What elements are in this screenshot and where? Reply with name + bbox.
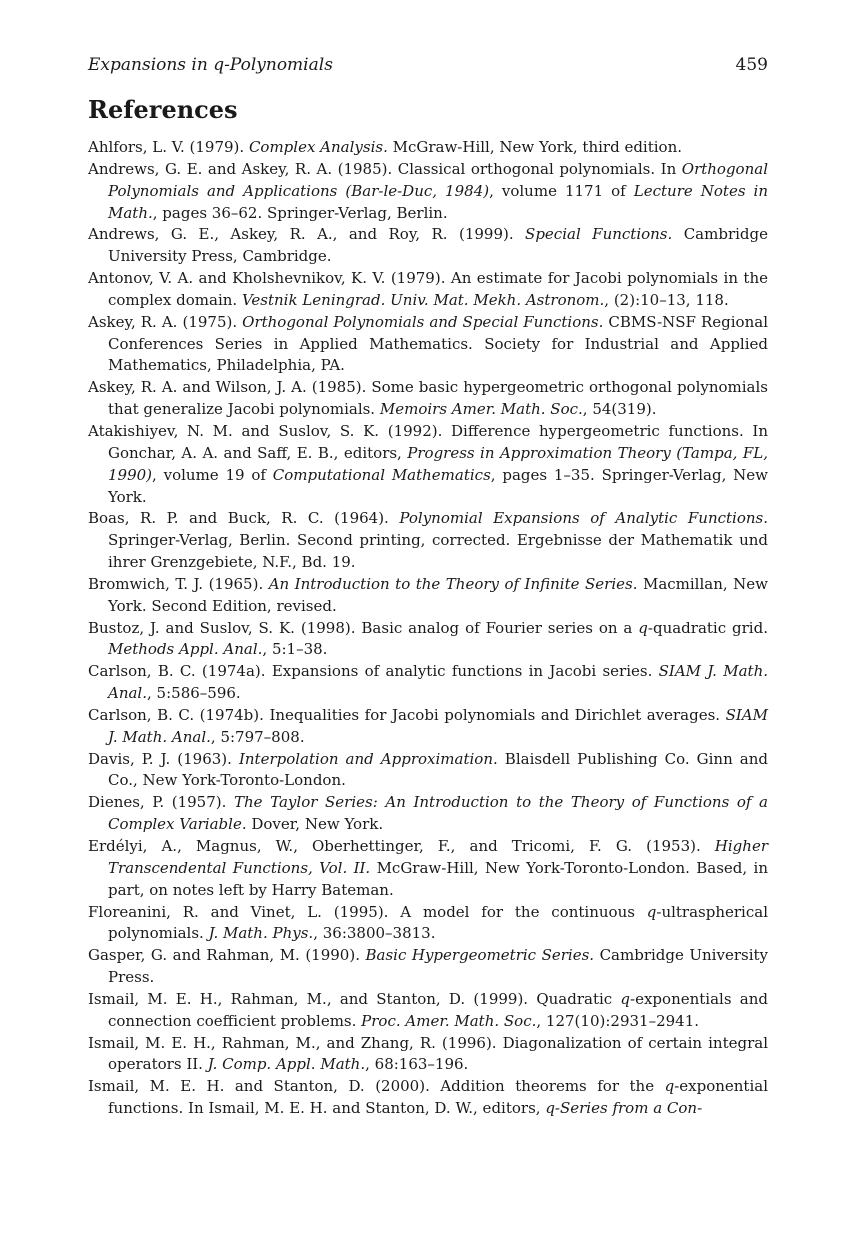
reference-italic-text: q xyxy=(664,1077,675,1096)
reference-italic-text: Memoirs Amer. Math. Soc. xyxy=(379,400,583,419)
reference-text: -exponential functions. In Ismail, M. E. H. and Stanton, D. W., editors, xyxy=(108,1077,768,1118)
reference-text: Erdélyi, A., Magnus, W., Oberhettinger, F., and Tricomi, F. G. (1953). xyxy=(88,837,715,855)
reference-text: McGraw-Hill, New York, third edition. xyxy=(387,138,683,156)
running-title: Expansions in q-Polynomials xyxy=(88,55,333,75)
reference-italic-text: q xyxy=(620,989,631,1008)
reference-italic-text: Vestnik Leningrad. Univ. Mat. Mekh. Astronom. xyxy=(241,290,605,309)
reference-entry xyxy=(88,749,768,793)
reference-text: Ahlfors, L. V. (1979). xyxy=(88,138,249,156)
reference-text: McGraw-Hill, New York-Toronto-London. Based, in part, on notes left by Harry Bateman. xyxy=(108,858,768,899)
reference-list xyxy=(88,137,768,1120)
reference-italic-text: Basic Hypergeometric Series. xyxy=(365,946,595,965)
reference-italic-text: Lecture Notes in Math. xyxy=(108,181,768,222)
reference-text: , 5:797–808. xyxy=(210,727,305,746)
reference-text: Atakishiyev, N. M. and Suslov, S. K. (1992). Difference hypergeometric functions. In Gonchar, A. A. and Saff, E. B., editors, xyxy=(88,421,768,462)
reference-text: , pages 36–62. Springer-Verlag, Berlin. xyxy=(152,203,448,222)
reference-text: , pages 1–35. Springer-Verlag, New York. xyxy=(108,465,768,506)
reference-entry xyxy=(88,618,768,662)
reference-entry xyxy=(88,574,768,618)
section-title: References xyxy=(88,95,238,124)
reference-italic-text: Complex Analysis. xyxy=(248,138,388,156)
reference-text: Ismail, M. E. H. and Stanton, D. (2000). Addition theorems for the xyxy=(88,1077,665,1096)
reference-entry xyxy=(88,137,768,159)
reference-text: Andrews, G. E. and Askey, R. A. (1985). Classical orthogonal polynomials. In xyxy=(88,159,682,178)
reference-text: Askey, R. A. and Wilson, J. A. (1985). Some basic hypergeometric orthogonal polynomials that generalize Jacobi polynomials. xyxy=(88,378,768,419)
reference-text: Carlson, B. C. (1974b). Inequalities for Jacobi polynomials and Dirichlet averages. xyxy=(88,705,726,724)
reference-text: Askey, R. A. (1975). xyxy=(88,312,243,331)
reference-italic-text: An Introduction to the Theory of Infinite Series. xyxy=(268,574,638,593)
reference-entry xyxy=(88,945,768,989)
reference-italic-text: SIAM J. Math. Anal. xyxy=(108,662,768,703)
reference-text: , volume 19 of xyxy=(152,465,273,484)
reference-text: , (2):10–13, 118. xyxy=(604,290,729,309)
reference-entry xyxy=(88,661,768,705)
reference-text: Macmillan, New York. Second Edition, revised. xyxy=(108,574,768,615)
reference-italic-text: SIAM J. Math. Anal. xyxy=(108,705,768,746)
reference-entry xyxy=(88,421,768,508)
reference-italic-text: Proc. Amer. Math. Soc. xyxy=(361,1011,537,1030)
reference-italic-text: Orthogonal Polynomials and Special Functions. xyxy=(242,312,604,331)
reference-text: -quadratic grid. xyxy=(647,618,768,637)
reference-entry xyxy=(88,836,768,902)
reference-text: Blaisdell Publishing Co. Ginn and Co., New York-Toronto-London. xyxy=(108,749,768,790)
reference-italic-text: Progress in Approximation Theory (Tampa, FL, 1990) xyxy=(108,443,768,484)
reference-entry xyxy=(88,705,768,749)
reference-italic-text: Computational Mathematics xyxy=(272,465,491,484)
page xyxy=(88,54,768,1120)
reference-entry xyxy=(88,377,768,421)
reference-entry xyxy=(88,312,768,378)
reference-entry xyxy=(88,508,768,574)
reference-text: Cambridge University Press, Cambridge. xyxy=(108,225,768,266)
reference-text: Gasper, G. and Rahman, M. (1990). xyxy=(88,946,366,965)
reference-text: CBMS-NSF Regional Conferences Series in Applied Mathematics. Society for Industrial and Applied Mathematics, Philadelphia, PA. xyxy=(108,312,768,375)
reference-text: Springer-Verlag, Berlin. Second printing, corrected. Ergebnisse der Mathematik und ihrer Grenzgebiete, N.F., Bd. 19. xyxy=(108,531,768,572)
reference-italic-text: q xyxy=(646,902,657,921)
reference-text: Floreanini, R. and Vinet, L. (1995). A model for the continuous xyxy=(88,902,647,921)
reference-text: , 36:3800–3813. xyxy=(313,924,436,943)
reference-text: Carlson, B. C. (1974a). Expansions of analytic functions in Jacobi series. xyxy=(88,662,659,681)
reference-text: , 5:586–596. xyxy=(147,684,241,703)
reference-entry xyxy=(88,902,768,946)
running-head xyxy=(88,54,768,76)
reference-italic-text: J. Comp. Appl. Math. xyxy=(207,1055,366,1074)
reference-text: Bustoz, J. and Suslov, S. K. (1998). Basic analog of Fourier series on a xyxy=(88,618,639,637)
reference-italic-text: Interpolation and Approximation. xyxy=(238,749,498,768)
reference-text: Andrews, G. E., Askey, R. A., and Roy, R. (1999). xyxy=(88,225,526,244)
reference-entry xyxy=(88,989,768,1033)
reference-text: Antonov, V. A. and Kholshevnikov, K. V. (1979). An estimate for Jacobi polynomials in the complex domain. xyxy=(88,269,768,309)
reference-text: -exponentials and connection coefficient problems. xyxy=(108,989,768,1030)
reference-italic-text: Higher Transcendental Functions, Vol. II. xyxy=(108,837,768,877)
reference-text: Boas, R. P. and Buck, R. C. (1964). xyxy=(88,509,400,528)
reference-entry xyxy=(88,159,768,225)
reference-text: , 5:1–38. xyxy=(262,640,328,659)
reference-text: , 68:163–196. xyxy=(365,1055,469,1074)
reference-text: Dover, New York. xyxy=(246,815,384,834)
reference-text: , volume 1171 of xyxy=(489,181,634,200)
reference-italic-text: J. Math. Phys. xyxy=(208,924,314,943)
reference-text: Bromwich, T. J. (1965). xyxy=(88,574,269,593)
reference-text: Dienes, P. (1957). xyxy=(88,793,234,812)
reference-text: Ismail, M. E. H., Rahman, M., and Zhang, R. (1996). Diagonalization of certain integral operators II. xyxy=(88,1033,768,1074)
reference-italic-text: Polynomial Expansions of Analytic Functions. xyxy=(399,509,768,528)
reference-text: Cambridge University Press. xyxy=(108,946,768,987)
reference-text: , 54(319). xyxy=(582,400,657,419)
reference-entry xyxy=(88,1076,768,1120)
reference-entry xyxy=(88,224,768,268)
reference-text: , 127(10):2931–2941. xyxy=(536,1011,700,1030)
page-number: 459 xyxy=(735,55,768,75)
reference-italic-text: q xyxy=(638,618,648,637)
reference-text: -ultraspherical polynomials. xyxy=(108,902,768,943)
reference-italic-text: The Taylor Series: An Introduction to the Theory of Functions of a Complex Variable. xyxy=(108,793,768,834)
reference-text: Davis, P. J. (1963). xyxy=(88,749,239,768)
reference-entry xyxy=(88,792,768,836)
reference-text: Ismail, M. E. H., Rahman, M., and Stanton, D. (1999). Quadratic xyxy=(88,989,621,1008)
reference-italic-text: Methods Appl. Anal. xyxy=(108,640,263,659)
reference-entry xyxy=(88,268,768,312)
reference-italic-text: Special Functions. xyxy=(525,225,673,244)
reference-entry xyxy=(88,1033,768,1077)
reference-italic-text: q-Series from a Con- xyxy=(545,1099,703,1118)
reference-italic-text: Orthogonal Polynomials and Applications (Bar-le-Duc, 1984) xyxy=(108,159,768,200)
